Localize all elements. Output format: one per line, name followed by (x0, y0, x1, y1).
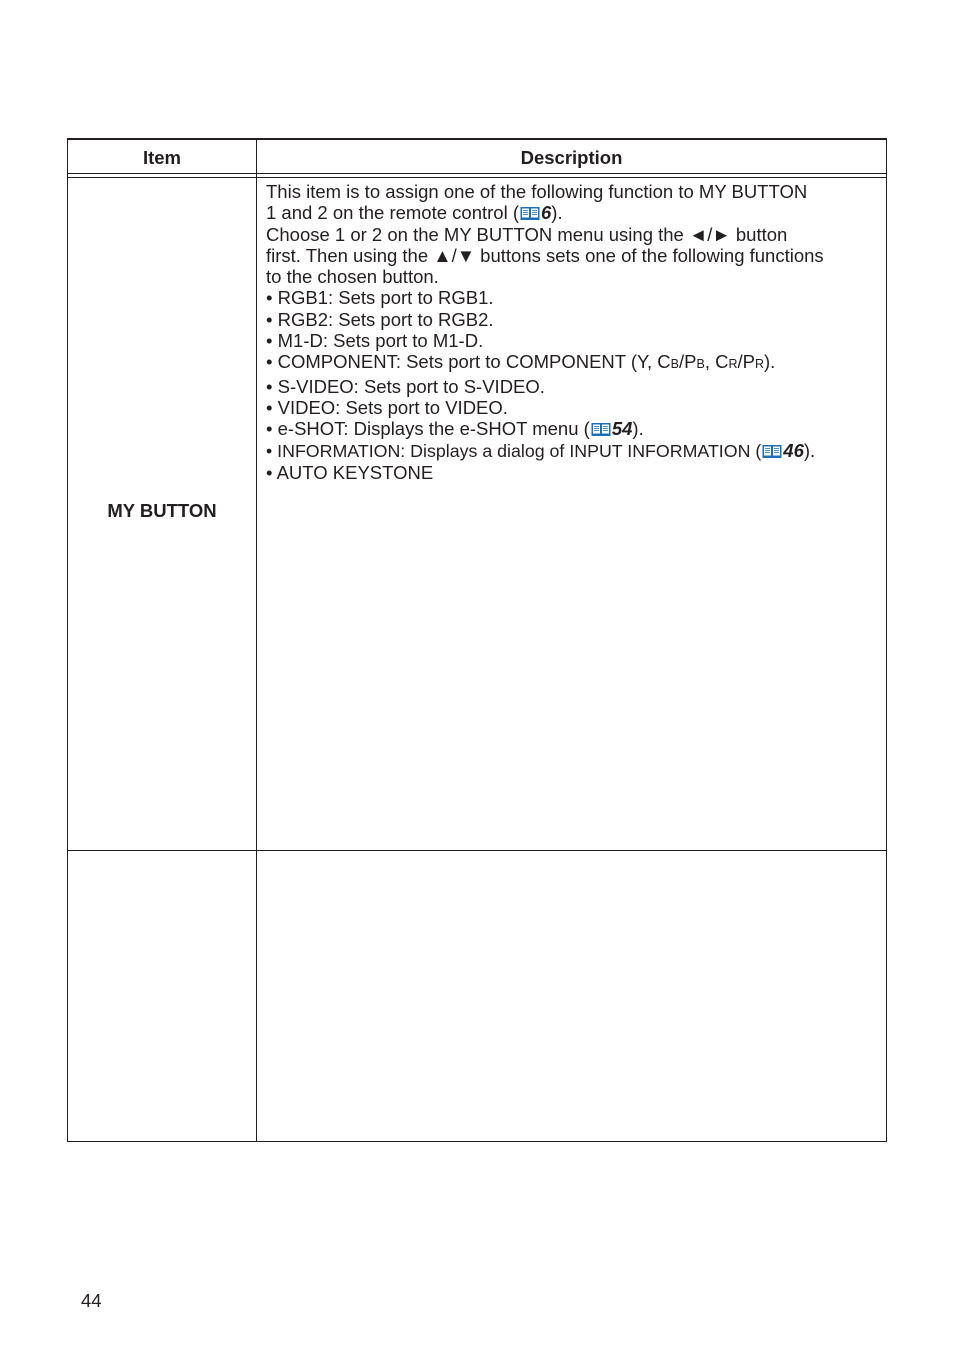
desc-line: 1 and 2 on the remote control ( 6). (266, 202, 563, 224)
book-reference-icon (520, 206, 540, 221)
desc-line: to the chosen button. (266, 266, 439, 288)
page-reference[interactable]: 6 (540, 202, 552, 224)
bullet-item: • S-VIDEO: Sets port to S-VIDEO. (266, 375, 545, 397)
column-header-item: Item (142, 147, 182, 168)
bullet-item: • INFORMATION: Displays a dialog of INPUT INFORMATION ( 46). (266, 439, 816, 461)
header-rule-double (68, 177, 886, 178)
column-divider (256, 140, 257, 1141)
bullet-item: • M1-D: Sets port to M1-D. (266, 330, 484, 352)
bullet-item: • AUTO KEYSTONE (266, 461, 434, 483)
settings-table (67, 138, 887, 1142)
desc-line: first. Then using the ▲/▼ buttons sets one of the following functions (266, 244, 824, 266)
bullet-item: • RGB2: Sets port to RGB2. (266, 308, 494, 330)
bullet-item: • COMPONENT: Sets port to COMPONENT (Y, CB/PB, CR/PR). (266, 351, 776, 373)
bullet-item: • VIDEO: Sets port to VIDEO. (266, 396, 508, 418)
header-rule (68, 173, 886, 174)
bullet-item: • RGB1: Sets port to RGB1. (266, 287, 494, 309)
row-item-my-button: MY BUTTON (107, 500, 217, 521)
page-number: 44 (81, 1290, 102, 1311)
page-reference[interactable]: 46 (783, 439, 804, 461)
book-reference-icon (762, 444, 782, 459)
column-header-description: Description (520, 147, 623, 168)
desc-line: This item is to assign one of the following function to MY BUTTON (266, 181, 808, 202)
row-description-my-button (266, 181, 881, 483)
row-divider (68, 850, 886, 851)
bullet-item: • e-SHOT: Displays the e-SHOT menu ( 54). (266, 418, 644, 440)
page-reference[interactable]: 54 (611, 418, 633, 440)
desc-line: Choose 1 or 2 on the MY BUTTON menu using the ◄/► button (266, 223, 788, 245)
book-reference-icon (591, 422, 611, 437)
